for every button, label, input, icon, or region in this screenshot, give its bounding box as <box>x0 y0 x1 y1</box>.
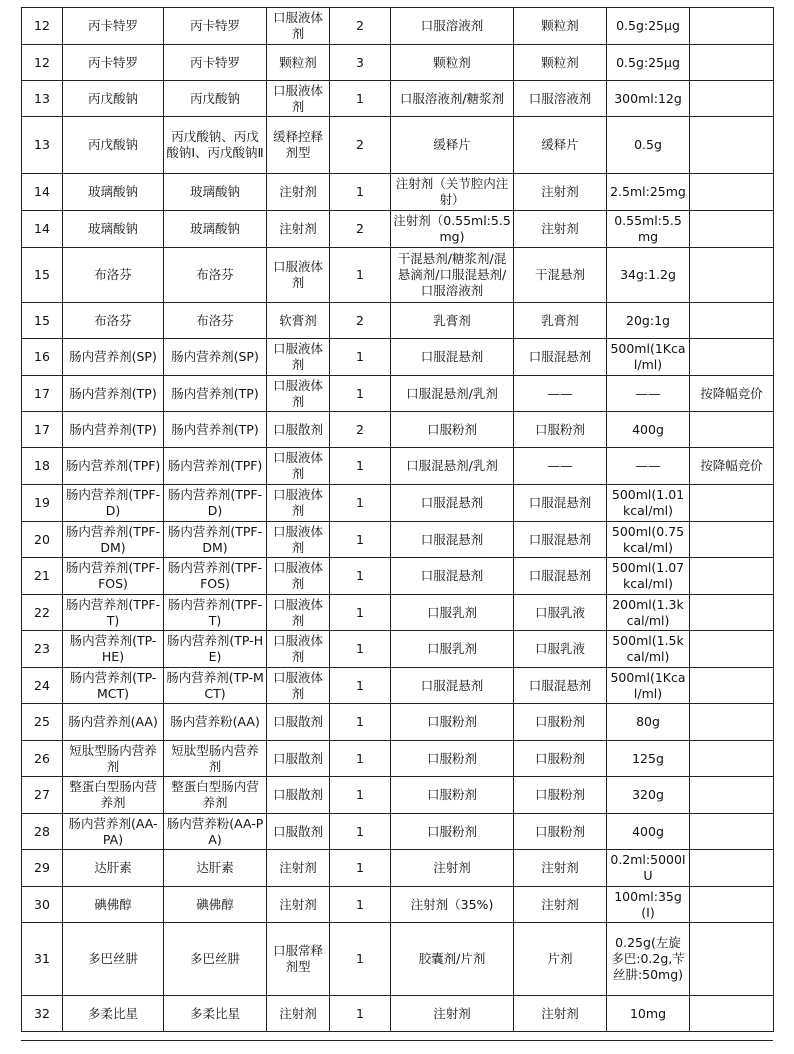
representative-form-cell: 缓释片 <box>514 117 607 174</box>
remark-cell <box>690 923 774 996</box>
dosage-form-group-cell: 注射剂 <box>267 211 330 248</box>
priority-cell: 2 <box>330 8 391 45</box>
product-name-cell: 肠内营养剂(TPF-T) <box>164 595 267 631</box>
dosage-forms-cell: 注射剂 <box>391 850 514 887</box>
product-name-cell: 肠内营养剂(TPF-DM) <box>164 522 267 558</box>
dosage-form-group-cell: 注射剂 <box>267 996 330 1032</box>
dosage-forms-cell: 口服粉剂 <box>391 814 514 850</box>
table-row <box>22 522 774 558</box>
serial-no-cell: 31 <box>22 923 63 996</box>
representative-form-cell: 颗粒剂 <box>514 45 607 81</box>
serial-no-cell: 28 <box>22 814 63 850</box>
dosage-form-group-cell: 口服液体剂 <box>267 522 330 558</box>
dosage-form-group-cell: 注射剂 <box>267 887 330 923</box>
generic-name-cell: 布洛芬 <box>63 303 164 339</box>
representative-form-cell: 口服乳液 <box>514 631 607 668</box>
serial-no-cell: 15 <box>22 248 63 303</box>
remark-cell <box>690 741 774 777</box>
table-row <box>22 850 774 887</box>
generic-name-cell: 肠内营养剂(TP-HE) <box>63 631 164 668</box>
remark-cell <box>690 8 774 45</box>
table-row <box>22 485 774 522</box>
generic-name-cell: 肠内营养剂(AA-PA) <box>63 814 164 850</box>
remark-cell <box>690 81 774 117</box>
product-name-cell: 多巴丝肼 <box>164 923 267 996</box>
remark-cell <box>690 631 774 668</box>
priority-cell: 2 <box>330 303 391 339</box>
priority-cell: 1 <box>330 339 391 376</box>
representative-form-cell: 注射剂 <box>514 887 607 923</box>
table-row <box>22 117 774 174</box>
dosage-form-group-cell: 口服液体剂 <box>267 558 330 595</box>
serial-no-cell: 30 <box>22 887 63 923</box>
table-row <box>22 741 774 777</box>
serial-no-cell: 27 <box>22 777 63 814</box>
table-row <box>22 339 774 376</box>
priority-cell: 1 <box>330 81 391 117</box>
representative-spec-cell: 500ml(1Kcal/ml) <box>607 339 690 376</box>
generic-name-cell: 玻璃酸钠 <box>63 211 164 248</box>
dosage-form-group-cell: 口服散剂 <box>267 412 330 448</box>
generic-name-cell: 肠内营养剂(TPF-T) <box>63 595 164 631</box>
remark-cell <box>690 777 774 814</box>
dosage-forms-cell: 注射剂（关节腔内注射） <box>391 174 514 211</box>
remark-cell <box>690 412 774 448</box>
generic-name-cell: 丙卡特罗 <box>63 45 164 81</box>
product-name-cell: 玻璃酸钠 <box>164 174 267 211</box>
remark-cell <box>690 339 774 376</box>
representative-spec-cell: 400g <box>607 814 690 850</box>
generic-name-cell: 布洛芬 <box>63 248 164 303</box>
serial-no-cell: 17 <box>22 412 63 448</box>
generic-name-cell: 丙戊酸钠 <box>63 117 164 174</box>
dosage-form-group-cell: 注射剂 <box>267 174 330 211</box>
representative-form-cell: 口服粉剂 <box>514 741 607 777</box>
priority-cell: 3 <box>330 45 391 81</box>
dosage-forms-cell: 口服粉剂 <box>391 741 514 777</box>
serial-no-cell: 22 <box>22 595 63 631</box>
table-row <box>22 376 774 412</box>
priority-cell: 2 <box>330 117 391 174</box>
dosage-forms-cell: 口服混悬剂/乳剂 <box>391 376 514 412</box>
drug-table-body <box>22 8 774 1032</box>
product-name-cell: 肠内营养剂(TPF-D) <box>164 485 267 522</box>
table-row <box>22 412 774 448</box>
table-row <box>22 8 774 45</box>
generic-name-cell: 多柔比星 <box>63 996 164 1032</box>
priority-cell: 1 <box>330 248 391 303</box>
representative-spec-cell: 200ml(1.3kcal/ml) <box>607 595 690 631</box>
table-row <box>22 303 774 339</box>
serial-no-cell: 13 <box>22 117 63 174</box>
product-name-cell: 布洛芬 <box>164 248 267 303</box>
representative-spec-cell: 500ml(1Kcal/ml) <box>607 668 690 704</box>
bottom-rule <box>21 1040 773 1041</box>
remark-cell <box>690 248 774 303</box>
remark-cell <box>690 485 774 522</box>
representative-form-cell: 乳膏剂 <box>514 303 607 339</box>
remark-cell <box>690 45 774 81</box>
representative-spec-cell: 500ml(0.75kcal/ml) <box>607 522 690 558</box>
dosage-forms-cell: 口服混悬剂 <box>391 668 514 704</box>
table-row <box>22 704 774 741</box>
remark-cell: 按降幅竞价 <box>690 376 774 412</box>
dosage-form-group-cell: 口服液体剂 <box>267 81 330 117</box>
representative-spec-cell: 0.5g:25μg <box>607 45 690 81</box>
representative-form-cell: 口服粉剂 <box>514 777 607 814</box>
dosage-form-group-cell: 口服液体剂 <box>267 448 330 485</box>
dosage-form-group-cell: 口服液体剂 <box>267 376 330 412</box>
serial-no-cell: 13 <box>22 81 63 117</box>
generic-name-cell: 整蛋白型肠内营养剂 <box>63 777 164 814</box>
representative-form-cell: 口服粉剂 <box>514 814 607 850</box>
serial-no-cell: 14 <box>22 174 63 211</box>
product-name-cell: 肠内营养剂(SP) <box>164 339 267 376</box>
priority-cell: 1 <box>330 777 391 814</box>
remark-cell <box>690 668 774 704</box>
representative-form-cell: 注射剂 <box>514 211 607 248</box>
representative-form-cell: 口服混悬剂 <box>514 485 607 522</box>
dosage-forms-cell: 口服混悬剂 <box>391 339 514 376</box>
representative-spec-cell: 0.5g <box>607 117 690 174</box>
table-row <box>22 248 774 303</box>
remark-cell <box>690 522 774 558</box>
generic-name-cell: 肠内营养剂(TP) <box>63 412 164 448</box>
dosage-form-group-cell: 注射剂 <box>267 850 330 887</box>
representative-form-cell: 口服乳液 <box>514 595 607 631</box>
representative-form-cell: 干混悬剂 <box>514 248 607 303</box>
dosage-forms-cell: 缓释片 <box>391 117 514 174</box>
table-row <box>22 777 774 814</box>
product-name-cell: 肠内营养剂(TP-MCT) <box>164 668 267 704</box>
remark-cell <box>690 850 774 887</box>
representative-form-cell: 口服混悬剂 <box>514 522 607 558</box>
generic-name-cell: 碘佛醇 <box>63 887 164 923</box>
dosage-form-group-cell: 口服液体剂 <box>267 485 330 522</box>
remark-cell <box>690 887 774 923</box>
generic-name-cell: 玻璃酸钠 <box>63 174 164 211</box>
representative-spec-cell: 500ml(1.07kcal/ml) <box>607 558 690 595</box>
dosage-forms-cell: 注射剂 <box>391 996 514 1032</box>
priority-cell: 2 <box>330 211 391 248</box>
representative-form-cell: 口服混悬剂 <box>514 558 607 595</box>
representative-spec-cell: 400g <box>607 412 690 448</box>
remark-cell <box>690 814 774 850</box>
priority-cell: 1 <box>330 887 391 923</box>
representative-spec-cell: 500ml(1.5kcal/ml) <box>607 631 690 668</box>
representative-spec-cell: 300ml:12g <box>607 81 690 117</box>
remark-cell: 按降幅竞价 <box>690 448 774 485</box>
representative-form-cell: 注射剂 <box>514 174 607 211</box>
serial-no-cell: 26 <box>22 741 63 777</box>
priority-cell: 1 <box>330 704 391 741</box>
dosage-forms-cell: 乳膏剂 <box>391 303 514 339</box>
dosage-forms-cell: 口服乳剂 <box>391 595 514 631</box>
dosage-forms-cell: 口服粉剂 <box>391 704 514 741</box>
product-name-cell: 丙卡特罗 <box>164 8 267 45</box>
remark-cell <box>690 303 774 339</box>
priority-cell: 1 <box>330 174 391 211</box>
serial-no-cell: 17 <box>22 376 63 412</box>
priority-cell: 1 <box>330 558 391 595</box>
dosage-forms-cell: 注射剂（0.55ml:5.5mg) <box>391 211 514 248</box>
remark-cell <box>690 211 774 248</box>
dosage-forms-cell: 口服溶液剂 <box>391 8 514 45</box>
table-row <box>22 211 774 248</box>
representative-spec-cell: 320g <box>607 777 690 814</box>
representative-form-cell: 注射剂 <box>514 850 607 887</box>
dosage-forms-cell: 口服溶液剂/糖浆剂 <box>391 81 514 117</box>
serial-no-cell: 16 <box>22 339 63 376</box>
dosage-form-group-cell: 口服散剂 <box>267 777 330 814</box>
table-row <box>22 81 774 117</box>
serial-no-cell: 12 <box>22 8 63 45</box>
dosage-form-group-cell: 口服散剂 <box>267 704 330 741</box>
representative-form-cell: 口服混悬剂 <box>514 668 607 704</box>
dosage-form-group-cell: 颗粒剂 <box>267 45 330 81</box>
remark-cell <box>690 558 774 595</box>
dosage-form-group-cell: 口服液体剂 <box>267 595 330 631</box>
dosage-forms-cell: 口服乳剂 <box>391 631 514 668</box>
generic-name-cell: 短肽型肠内营养剂 <box>63 741 164 777</box>
representative-spec-cell: 80g <box>607 704 690 741</box>
table-row <box>22 887 774 923</box>
product-name-cell: 多柔比星 <box>164 996 267 1032</box>
serial-no-cell: 19 <box>22 485 63 522</box>
product-name-cell: 整蛋白型肠内营养剂 <box>164 777 267 814</box>
product-name-cell: 玻璃酸钠 <box>164 211 267 248</box>
representative-spec-cell: 34g:1.2g <box>607 248 690 303</box>
remark-cell <box>690 174 774 211</box>
table-row <box>22 45 774 81</box>
product-name-cell: 肠内营养剂(TP) <box>164 376 267 412</box>
dosage-forms-cell: 颗粒剂 <box>391 45 514 81</box>
product-name-cell: 碘佛醇 <box>164 887 267 923</box>
product-name-cell: 肠内营养剂(TPF) <box>164 448 267 485</box>
dosage-form-group-cell: 口服散剂 <box>267 814 330 850</box>
table-row <box>22 923 774 996</box>
product-name-cell: 短肽型肠内营养剂 <box>164 741 267 777</box>
serial-no-cell: 25 <box>22 704 63 741</box>
product-name-cell: 肠内营养剂(TP-HE) <box>164 631 267 668</box>
product-name-cell: 肠内营养剂(TP) <box>164 412 267 448</box>
representative-spec-cell: 20g:1g <box>607 303 690 339</box>
priority-cell: 1 <box>330 522 391 558</box>
dosage-forms-cell: 口服粉剂 <box>391 777 514 814</box>
table-row <box>22 814 774 850</box>
generic-name-cell: 肠内营养剂(TPF) <box>63 448 164 485</box>
product-name-cell: 肠内营养剂(TPF-FOS) <box>164 558 267 595</box>
generic-name-cell: 丙卡特罗 <box>63 8 164 45</box>
representative-spec-cell: 500ml(1.01kcal/ml) <box>607 485 690 522</box>
representative-spec-cell: 0.25g(左旋多巴:0.2g,苄丝肼:50mg) <box>607 923 690 996</box>
representative-form-cell: 口服粉剂 <box>514 704 607 741</box>
serial-no-cell: 18 <box>22 448 63 485</box>
priority-cell: 1 <box>330 850 391 887</box>
serial-no-cell: 24 <box>22 668 63 704</box>
dosage-form-group-cell: 口服液体剂 <box>267 248 330 303</box>
dosage-forms-cell: 胶囊剂/片剂 <box>391 923 514 996</box>
priority-cell: 1 <box>330 448 391 485</box>
dosage-forms-cell: 口服粉剂 <box>391 412 514 448</box>
representative-form-cell: 口服溶液剂 <box>514 81 607 117</box>
priority-cell: 2 <box>330 412 391 448</box>
generic-name-cell: 肠内营养剂(SP) <box>63 339 164 376</box>
priority-cell: 1 <box>330 485 391 522</box>
representative-spec-cell: 100ml:35g(I) <box>607 887 690 923</box>
dosage-forms-cell: 口服混悬剂 <box>391 558 514 595</box>
representative-form-cell: 注射剂 <box>514 996 607 1032</box>
table-row <box>22 668 774 704</box>
dosage-form-group-cell: 口服散剂 <box>267 741 330 777</box>
product-name-cell: 布洛芬 <box>164 303 267 339</box>
serial-no-cell: 32 <box>22 996 63 1032</box>
representative-form-cell: —— <box>514 448 607 485</box>
product-name-cell: 丙戊酸钠、丙戊酸钠Ⅰ、丙戊酸钠Ⅱ <box>164 117 267 174</box>
product-name-cell: 肠内营养粉(AA-PA) <box>164 814 267 850</box>
priority-cell: 1 <box>330 996 391 1032</box>
representative-spec-cell: 125g <box>607 741 690 777</box>
serial-no-cell: 14 <box>22 211 63 248</box>
generic-name-cell: 丙戊酸钠 <box>63 81 164 117</box>
generic-name-cell: 肠内营养剂(TP-MCT) <box>63 668 164 704</box>
dosage-form-group-cell: 口服液体剂 <box>267 631 330 668</box>
product-name-cell: 达肝素 <box>164 850 267 887</box>
generic-name-cell: 肠内营养剂(TPF-DM) <box>63 522 164 558</box>
serial-no-cell: 29 <box>22 850 63 887</box>
representative-spec-cell: 2.5ml:25mg <box>607 174 690 211</box>
table-row <box>22 631 774 668</box>
representative-spec-cell: 10mg <box>607 996 690 1032</box>
serial-no-cell: 20 <box>22 522 63 558</box>
table-row <box>22 448 774 485</box>
representative-form-cell: 口服混悬剂 <box>514 339 607 376</box>
representative-form-cell: 片剂 <box>514 923 607 996</box>
dosage-forms-cell: 注射剂（35%) <box>391 887 514 923</box>
table-row <box>22 174 774 211</box>
remark-cell <box>690 996 774 1032</box>
drug-table <box>21 7 774 1032</box>
dosage-form-group-cell: 口服液体剂 <box>267 668 330 704</box>
representative-form-cell: —— <box>514 376 607 412</box>
priority-cell: 1 <box>330 376 391 412</box>
serial-no-cell: 12 <box>22 45 63 81</box>
priority-cell: 1 <box>330 741 391 777</box>
generic-name-cell: 肠内营养剂(AA) <box>63 704 164 741</box>
generic-name-cell: 肠内营养剂(TP) <box>63 376 164 412</box>
generic-name-cell: 肠内营养剂(TPF-D) <box>63 485 164 522</box>
generic-name-cell: 多巴丝肼 <box>63 923 164 996</box>
dosage-form-group-cell: 口服液体剂 <box>267 8 330 45</box>
representative-spec-cell: —— <box>607 376 690 412</box>
dosage-forms-cell: 干混悬剂/糖浆剂/混悬滴剂/口服混悬剂/口服溶液剂 <box>391 248 514 303</box>
remark-cell <box>690 704 774 741</box>
table-row <box>22 558 774 595</box>
dosage-forms-cell: 口服混悬剂 <box>391 522 514 558</box>
priority-cell: 1 <box>330 631 391 668</box>
priority-cell: 1 <box>330 668 391 704</box>
dosage-form-group-cell: 口服常释剂型 <box>267 923 330 996</box>
dosage-form-group-cell: 口服液体剂 <box>267 339 330 376</box>
remark-cell <box>690 117 774 174</box>
priority-cell: 1 <box>330 814 391 850</box>
representative-form-cell: 口服粉剂 <box>514 412 607 448</box>
table-row <box>22 595 774 631</box>
generic-name-cell: 达肝素 <box>63 850 164 887</box>
serial-no-cell: 21 <box>22 558 63 595</box>
representative-spec-cell: 0.5g:25μg <box>607 8 690 45</box>
serial-no-cell: 15 <box>22 303 63 339</box>
dosage-forms-cell: 口服混悬剂/乳剂 <box>391 448 514 485</box>
table-row <box>22 996 774 1032</box>
product-name-cell: 丙卡特罗 <box>164 45 267 81</box>
representative-form-cell: 颗粒剂 <box>514 8 607 45</box>
generic-name-cell: 肠内营养剂(TPF-FOS) <box>63 558 164 595</box>
representative-spec-cell: 0.2ml:5000IU <box>607 850 690 887</box>
priority-cell: 1 <box>330 923 391 996</box>
dosage-form-group-cell: 软膏剂 <box>267 303 330 339</box>
product-name-cell: 丙戊酸钠 <box>164 81 267 117</box>
dosage-form-group-cell: 缓释控释剂型 <box>267 117 330 174</box>
representative-spec-cell: 0.55ml:5.5mg <box>607 211 690 248</box>
priority-cell: 1 <box>330 595 391 631</box>
serial-no-cell: 23 <box>22 631 63 668</box>
product-name-cell: 肠内营养粉(AA) <box>164 704 267 741</box>
remark-cell <box>690 595 774 631</box>
representative-spec-cell: —— <box>607 448 690 485</box>
dosage-forms-cell: 口服混悬剂 <box>391 485 514 522</box>
